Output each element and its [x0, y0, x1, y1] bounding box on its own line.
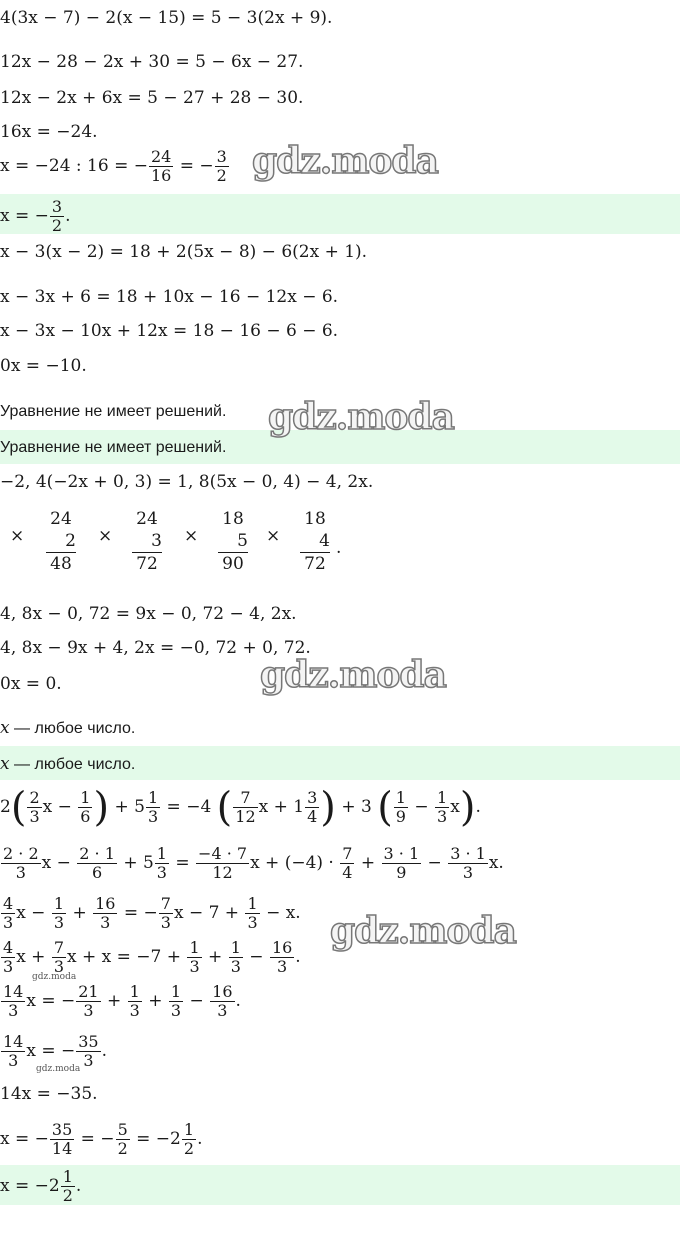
frac-den: 16 [150, 166, 172, 185]
expr-part: x = −24 : 16 = − [0, 156, 148, 176]
fraction [78, 789, 92, 826]
answer-text: — любое число. [9, 756, 136, 773]
fraction [215, 148, 229, 185]
expr-part: = −4 [166, 797, 212, 817]
variable: x [0, 718, 10, 738]
column-multiplication [300, 508, 330, 575]
frac-den: 3 [189, 957, 200, 976]
expr-part: − [414, 797, 429, 817]
frac-den: 3 [170, 1001, 182, 1020]
equation-line [0, 1118, 202, 1160]
fraction [233, 789, 257, 826]
watermark-small: gdz.moda [36, 1064, 81, 1074]
column-multiplication [46, 508, 76, 575]
fraction [1, 939, 15, 976]
fraction [61, 1168, 75, 1204]
fraction [270, 939, 294, 976]
frac-num: 16 [271, 938, 293, 957]
fraction [50, 1121, 74, 1158]
frac-den: 3 [83, 1051, 94, 1070]
col-mid: 3 [132, 530, 162, 553]
col-mid: 2 [46, 530, 76, 553]
fraction [76, 983, 100, 1020]
frac-den: 4 [342, 863, 353, 882]
note-text: — любое число. [9, 720, 136, 737]
fraction [1, 983, 25, 1020]
expr-part: x = − [0, 206, 49, 226]
equation-line [0, 892, 301, 934]
frac-den: 2 [117, 1139, 128, 1158]
paren: ) [320, 784, 336, 831]
col-result: 90 [222, 554, 244, 574]
fraction [155, 845, 169, 882]
frac-num: 3 · 1 [383, 844, 420, 863]
watermark-logo: gdz.moda [330, 910, 516, 952]
frac-den: 3 [129, 1001, 140, 1020]
equation-line [0, 980, 241, 1022]
expr-part: 2 [0, 797, 11, 817]
frac-den: 3 [230, 957, 241, 976]
multiply-sign: × [98, 526, 113, 546]
frac-num: 21 [78, 982, 99, 1001]
col-top: 24 [136, 509, 158, 529]
equation-line: 4, 8x − 9x + 4, 2x = −0, 72 + 0, 72. [0, 638, 311, 658]
expr-part: x − 7 + [173, 903, 240, 923]
column-multiplication [132, 508, 162, 575]
fraction [93, 895, 117, 932]
expr-part: = −2 [136, 1129, 181, 1149]
equation-line: 0x = 0. [0, 674, 62, 694]
frac-num: 1 [247, 894, 258, 913]
expr-part: x − [41, 853, 71, 873]
expr-part: x + (−4) · [250, 853, 334, 873]
frac-den: 2 [62, 1186, 73, 1204]
frac-num: 1 [183, 1120, 195, 1139]
equation-line: x − 3x + 6 = 18 + 10x − 16 − 12x − 6. [0, 287, 339, 307]
frac-den: 3 [83, 1001, 94, 1020]
equation-line [0, 778, 481, 836]
expr-part: . [197, 1129, 203, 1149]
fraction [149, 148, 173, 185]
fraction [382, 845, 422, 882]
answer-highlight-d [0, 1165, 680, 1205]
fraction [210, 983, 234, 1020]
fraction [52, 939, 66, 976]
frac-den: 3 [53, 913, 65, 932]
frac-den: 2 [216, 166, 227, 185]
fraction [50, 198, 64, 234]
expr-part: − x. [266, 903, 301, 923]
frac-den: 3 [277, 957, 288, 976]
frac-num: 1 [230, 938, 241, 957]
fraction [1, 1033, 25, 1070]
frac-num: 35 [51, 1120, 73, 1139]
col-result: 48 [50, 554, 72, 574]
frac-num: 1 [80, 788, 91, 807]
expr-part: x + 1 [258, 797, 305, 817]
frac-num: 1 [53, 894, 65, 913]
equation-line: 4(3x − 7) − 2(x − 15) = 5 − 3(2x + 9). [0, 8, 333, 28]
frac-num: 2 [29, 788, 40, 807]
fraction [128, 983, 142, 1020]
expr-part: . [235, 991, 241, 1011]
variable: x [0, 754, 10, 774]
expr-part: . [75, 1176, 82, 1196]
expr-part: + 5 [123, 853, 154, 873]
frac-num: 3 · 1 [450, 844, 486, 863]
answer-line: Уравнение не имеет решений. [0, 439, 227, 456]
frac-den: 3 [100, 913, 111, 932]
frac-num: 7 [160, 894, 171, 913]
watermark-logo: gdz.moda [252, 140, 438, 182]
frac-den: 3 [3, 913, 14, 932]
frac-num: 1 [147, 788, 159, 807]
frac-den: 3 [437, 807, 448, 826]
equation-line: 12x − 2x + 6x = 5 − 27 + 28 − 30. [0, 88, 304, 108]
frac-num: 1 [170, 982, 182, 1001]
frac-num: 7 [53, 938, 65, 957]
frac-den: 12 [212, 863, 233, 882]
equation-line: 12x − 28 − 2x + 30 = 5 − 6x − 27. [0, 52, 304, 72]
expr-part: x [450, 797, 460, 817]
fraction [182, 1121, 196, 1158]
multiply-sign: × [184, 526, 199, 546]
equation-line: −2, 4(−2x + 0, 3) = 1, 8(5x − 0, 4) − 4, 2x. [0, 472, 374, 492]
solution-note [0, 718, 135, 739]
frac-num: 4 [3, 894, 14, 913]
equation-line: 4, 8x − 0, 72 = 9x − 0, 72 − 4, 2x. [0, 604, 297, 624]
fraction [146, 789, 160, 826]
equation-line: x − 3(x − 2) = 18 + 2(5x − 8) − 6(2x + 1). [0, 242, 368, 262]
frac-num: 14 [3, 982, 24, 1001]
frac-num: 2 · 1 [79, 844, 115, 863]
answer-line [0, 1168, 81, 1204]
paren: ( [10, 784, 27, 831]
frac-num: 4 [3, 938, 14, 957]
expr-part: x + [16, 947, 46, 967]
equation-line: 16x = −24. [0, 122, 98, 142]
frac-den: 3 [247, 913, 258, 932]
fraction [305, 789, 319, 826]
expr-part: . [101, 1041, 108, 1061]
frac-den: 3 [15, 863, 26, 882]
frac-den: 3 [29, 807, 40, 826]
frac-den: 3 [3, 957, 14, 976]
fraction [1, 845, 41, 882]
expr-part: + [148, 991, 163, 1011]
frac-den: 2 [183, 1139, 195, 1158]
equation-line: 0x = −10. [0, 356, 87, 376]
frac-den: 2 [51, 216, 63, 234]
frac-num: 3 [51, 198, 63, 216]
expr-part: x. [488, 853, 504, 873]
equation-line [0, 840, 504, 886]
frac-den: 3 [53, 957, 65, 976]
frac-den: 3 [147, 807, 159, 826]
fraction [77, 845, 117, 882]
expr-part: x = − [26, 991, 76, 1011]
frac-num: 14 [3, 1032, 24, 1051]
col-top: 18 [304, 509, 326, 529]
watermark-logo: gdz.moda [260, 654, 446, 696]
solution-note: Уравнение не имеет решений. [0, 403, 227, 420]
paren: ( [216, 784, 233, 831]
frac-num: 1 [156, 844, 167, 863]
frac-num: 1 [129, 982, 140, 1001]
expr-part: = [175, 853, 190, 873]
frac-den: 3 [156, 863, 167, 882]
expr-part: = − [80, 1129, 115, 1149]
watermark-logo: gdz.moda [268, 396, 454, 438]
fraction [394, 789, 408, 826]
frac-num: 7 [233, 789, 257, 808]
frac-num: −4 · 7 [198, 844, 248, 863]
equation-line [0, 148, 230, 185]
column-multiplication [218, 508, 248, 575]
col-result: 72 [136, 554, 158, 574]
col-mid: 5 [218, 530, 248, 553]
frac-den: 6 [92, 863, 103, 882]
frac-den: 9 [395, 807, 406, 826]
frac-num: 24 [150, 147, 172, 166]
frac-num: 16 [212, 982, 233, 1001]
frac-num: 35 [78, 1032, 99, 1051]
expr-part: + [208, 947, 223, 967]
fraction [245, 895, 259, 932]
expr-part: + [107, 991, 122, 1011]
col-top: 24 [50, 509, 72, 529]
fraction [27, 789, 41, 826]
fraction [435, 789, 449, 826]
fraction [196, 845, 249, 882]
frac-num: 1 [62, 1168, 73, 1186]
expr-part: x = −2 [0, 1176, 60, 1196]
expr-part: = − [174, 156, 214, 176]
expr-part: . [295, 947, 301, 967]
expr-part: − [189, 991, 204, 1011]
col-mid: 4 [300, 530, 330, 553]
expr-part: = − [123, 903, 158, 923]
answer-line [0, 754, 135, 775]
multiply-sign: × [266, 526, 281, 546]
fraction [1, 895, 15, 932]
frac-den: 6 [80, 807, 91, 826]
fraction [169, 983, 183, 1020]
expr-part: x − [42, 797, 72, 817]
frac-num: 1 [395, 788, 406, 807]
frac-den: 14 [51, 1139, 73, 1158]
frac-den: 4 [307, 807, 318, 826]
expr-part: − [249, 947, 264, 967]
expr-part: − [427, 853, 442, 873]
expr-part: x = − [26, 1041, 76, 1061]
frac-den: 9 [396, 863, 407, 882]
equation-line: 14x = −35. [0, 1084, 98, 1104]
frac-den: 12 [235, 807, 256, 826]
frac-den: 3 [8, 1001, 19, 1020]
paren: ) [459, 784, 476, 831]
frac-num: 7 [342, 844, 353, 863]
col-result: 72 [304, 554, 326, 574]
frac-num: 3 [216, 147, 227, 166]
frac-num: 2 · 2 [3, 844, 39, 863]
frac-num: 5 [117, 1120, 128, 1139]
frac-den: 3 [217, 1001, 228, 1020]
answer-line [0, 198, 70, 234]
fraction [52, 895, 66, 932]
col-top: 18 [222, 509, 244, 529]
expr-part: + [360, 853, 376, 873]
fraction [159, 895, 173, 932]
paren: ( [377, 784, 393, 831]
expr-part: + 3 [341, 797, 372, 817]
fraction [448, 845, 488, 882]
fraction [116, 1121, 130, 1158]
frac-den: 3 [462, 863, 474, 882]
frac-den: 3 [160, 913, 171, 932]
frac-den: 3 [8, 1051, 19, 1070]
fraction [340, 845, 354, 882]
expr-part: x = − [0, 1129, 49, 1149]
end-dot: . [336, 538, 342, 558]
expr-part: x − [16, 903, 46, 923]
watermark-small: gdz.moda [32, 972, 77, 982]
expr-part: . [65, 206, 71, 226]
multiply-sign: × [10, 526, 25, 546]
expr-part: . [475, 797, 481, 817]
paren: ) [93, 784, 110, 831]
fraction [229, 939, 243, 976]
frac-num: 1 [437, 788, 448, 807]
expr-part: x + x = −7 + [67, 947, 182, 967]
frac-num: 1 [189, 938, 200, 957]
expr-part: + 5 [114, 797, 145, 817]
expr-part: + [72, 903, 87, 923]
frac-num: 3 [307, 788, 318, 807]
answer-highlight-a [0, 194, 680, 234]
frac-num: 16 [95, 894, 116, 913]
equation-line: x − 3x − 10x + 12x = 18 − 16 − 6 − 6. [0, 321, 339, 341]
fraction [187, 939, 201, 976]
